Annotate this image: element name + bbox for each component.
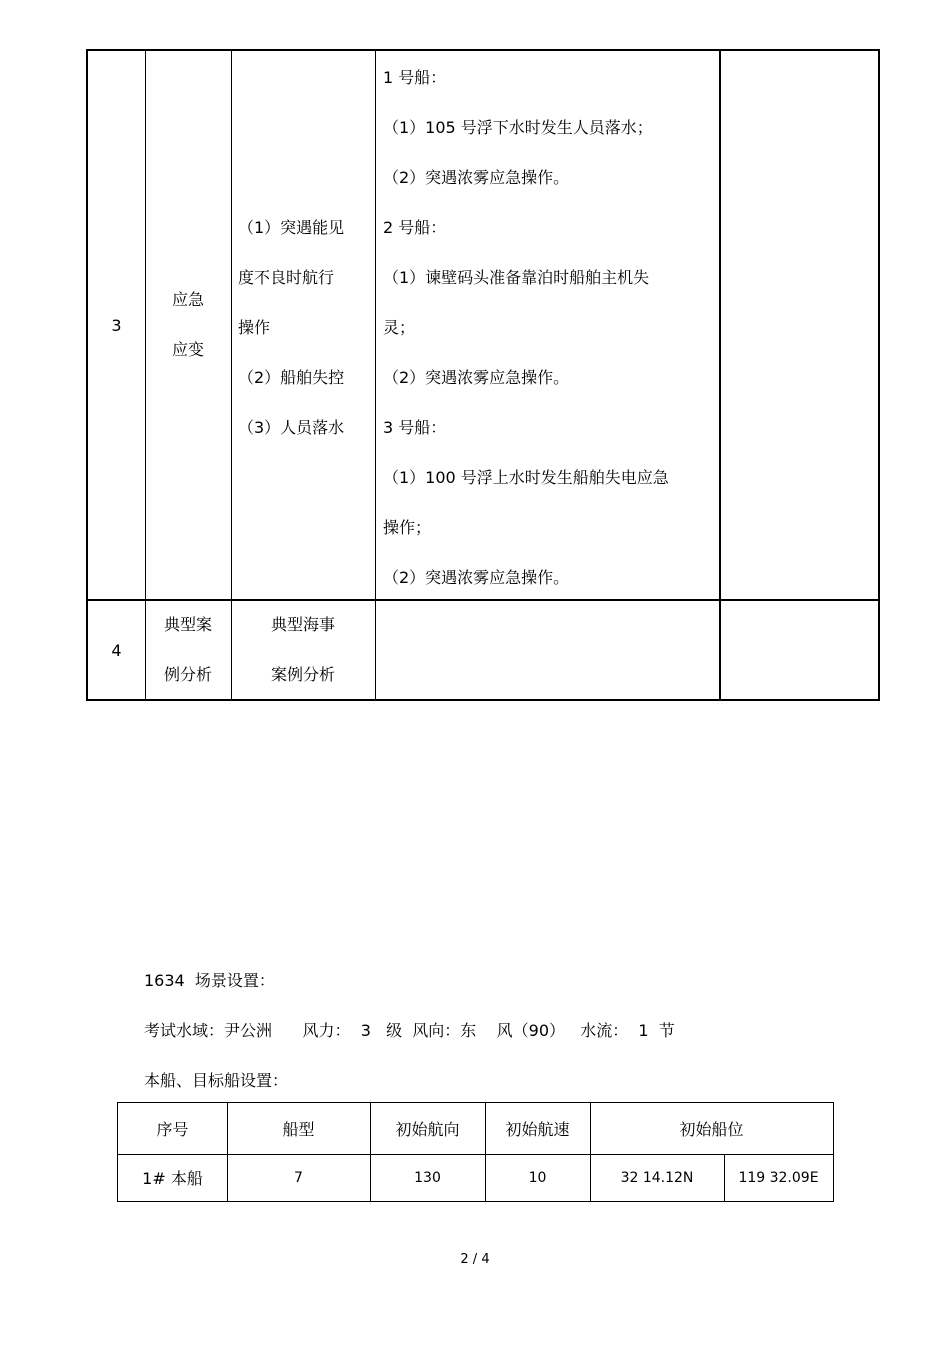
row-number-text: 3 xyxy=(111,315,122,335)
training-content-table xyxy=(86,49,880,701)
table-divider xyxy=(375,51,376,699)
header-initial-speed: 初始航速 xyxy=(505,1120,570,1139)
item-line: 典型海事 xyxy=(270,615,335,634)
header-ship-type: 船型 xyxy=(282,1120,315,1139)
category-cell-emergency xyxy=(145,51,231,599)
detail-line: （1）100 号浮上水时发生船舶失电应急 xyxy=(383,468,669,487)
items-cell-case xyxy=(231,601,375,699)
category-text: 应变 xyxy=(171,340,204,359)
scenario-conditions: 考试水域：尹公洲 风力： 3 级 风向：东 风（90） 水流： 1 节 xyxy=(144,1021,675,1040)
ship-settings-table xyxy=(117,1102,834,1202)
detail-line: （2）突遇浓雾应急操作。 xyxy=(383,368,570,387)
item-line: 案例分析 xyxy=(270,665,335,684)
detail-line: （2）突遇浓雾应急操作。 xyxy=(383,568,570,587)
category-text: 典型案 xyxy=(163,615,212,634)
detail-line: 灵； xyxy=(383,318,416,337)
item-line: （2）船舶失控 xyxy=(238,368,345,387)
row-number-4 xyxy=(88,601,145,699)
item-line: 操作 xyxy=(238,318,271,337)
detail-line: 1 号船： xyxy=(383,68,447,87)
row-number-3 xyxy=(88,51,145,599)
row-number-text: 4 xyxy=(111,640,122,660)
category-cell-case xyxy=(145,601,231,699)
cell-longitude: 119 32.09E xyxy=(738,1169,819,1186)
category-text: 应急 xyxy=(171,290,204,309)
item-line: （1）突遇能见 xyxy=(238,218,345,237)
category-text: 例分析 xyxy=(163,665,212,684)
cell-latitude: 32 14.12N xyxy=(620,1169,694,1186)
page-number: 2 / 4 xyxy=(460,1252,490,1267)
header-no: 序号 xyxy=(156,1120,189,1139)
detail-line: 3 号船： xyxy=(383,418,447,437)
header-initial-course: 初始航向 xyxy=(395,1120,460,1139)
detail-line: （1）105 号浮下水时发生人员落水； xyxy=(383,118,653,137)
detail-line: （2）突遇浓雾应急操作。 xyxy=(383,168,570,187)
details-cell-emergency xyxy=(383,53,719,603)
item-line: （3）人员落水 xyxy=(238,418,345,437)
detail-line: 操作； xyxy=(383,518,432,537)
cell-no: 1# 本船 xyxy=(142,1169,203,1188)
header-initial-position: 初始船位 xyxy=(679,1120,744,1139)
ships-heading: 本船、目标船设置： xyxy=(144,1071,289,1090)
table-divider xyxy=(719,51,721,699)
items-cell-emergency xyxy=(238,203,375,453)
scenario-heading: 1634 场景设置： xyxy=(144,971,275,990)
cell-ship-type: 7 xyxy=(294,1169,303,1186)
cell-initial-speed: 10 xyxy=(528,1169,547,1186)
detail-line: （1）谏壁码头准备靠泊时船舶主机失 xyxy=(383,268,650,287)
detail-line: 2 号船： xyxy=(383,218,447,237)
cell-initial-course: 130 xyxy=(414,1169,441,1186)
item-line: 度不良时航行 xyxy=(238,268,335,287)
